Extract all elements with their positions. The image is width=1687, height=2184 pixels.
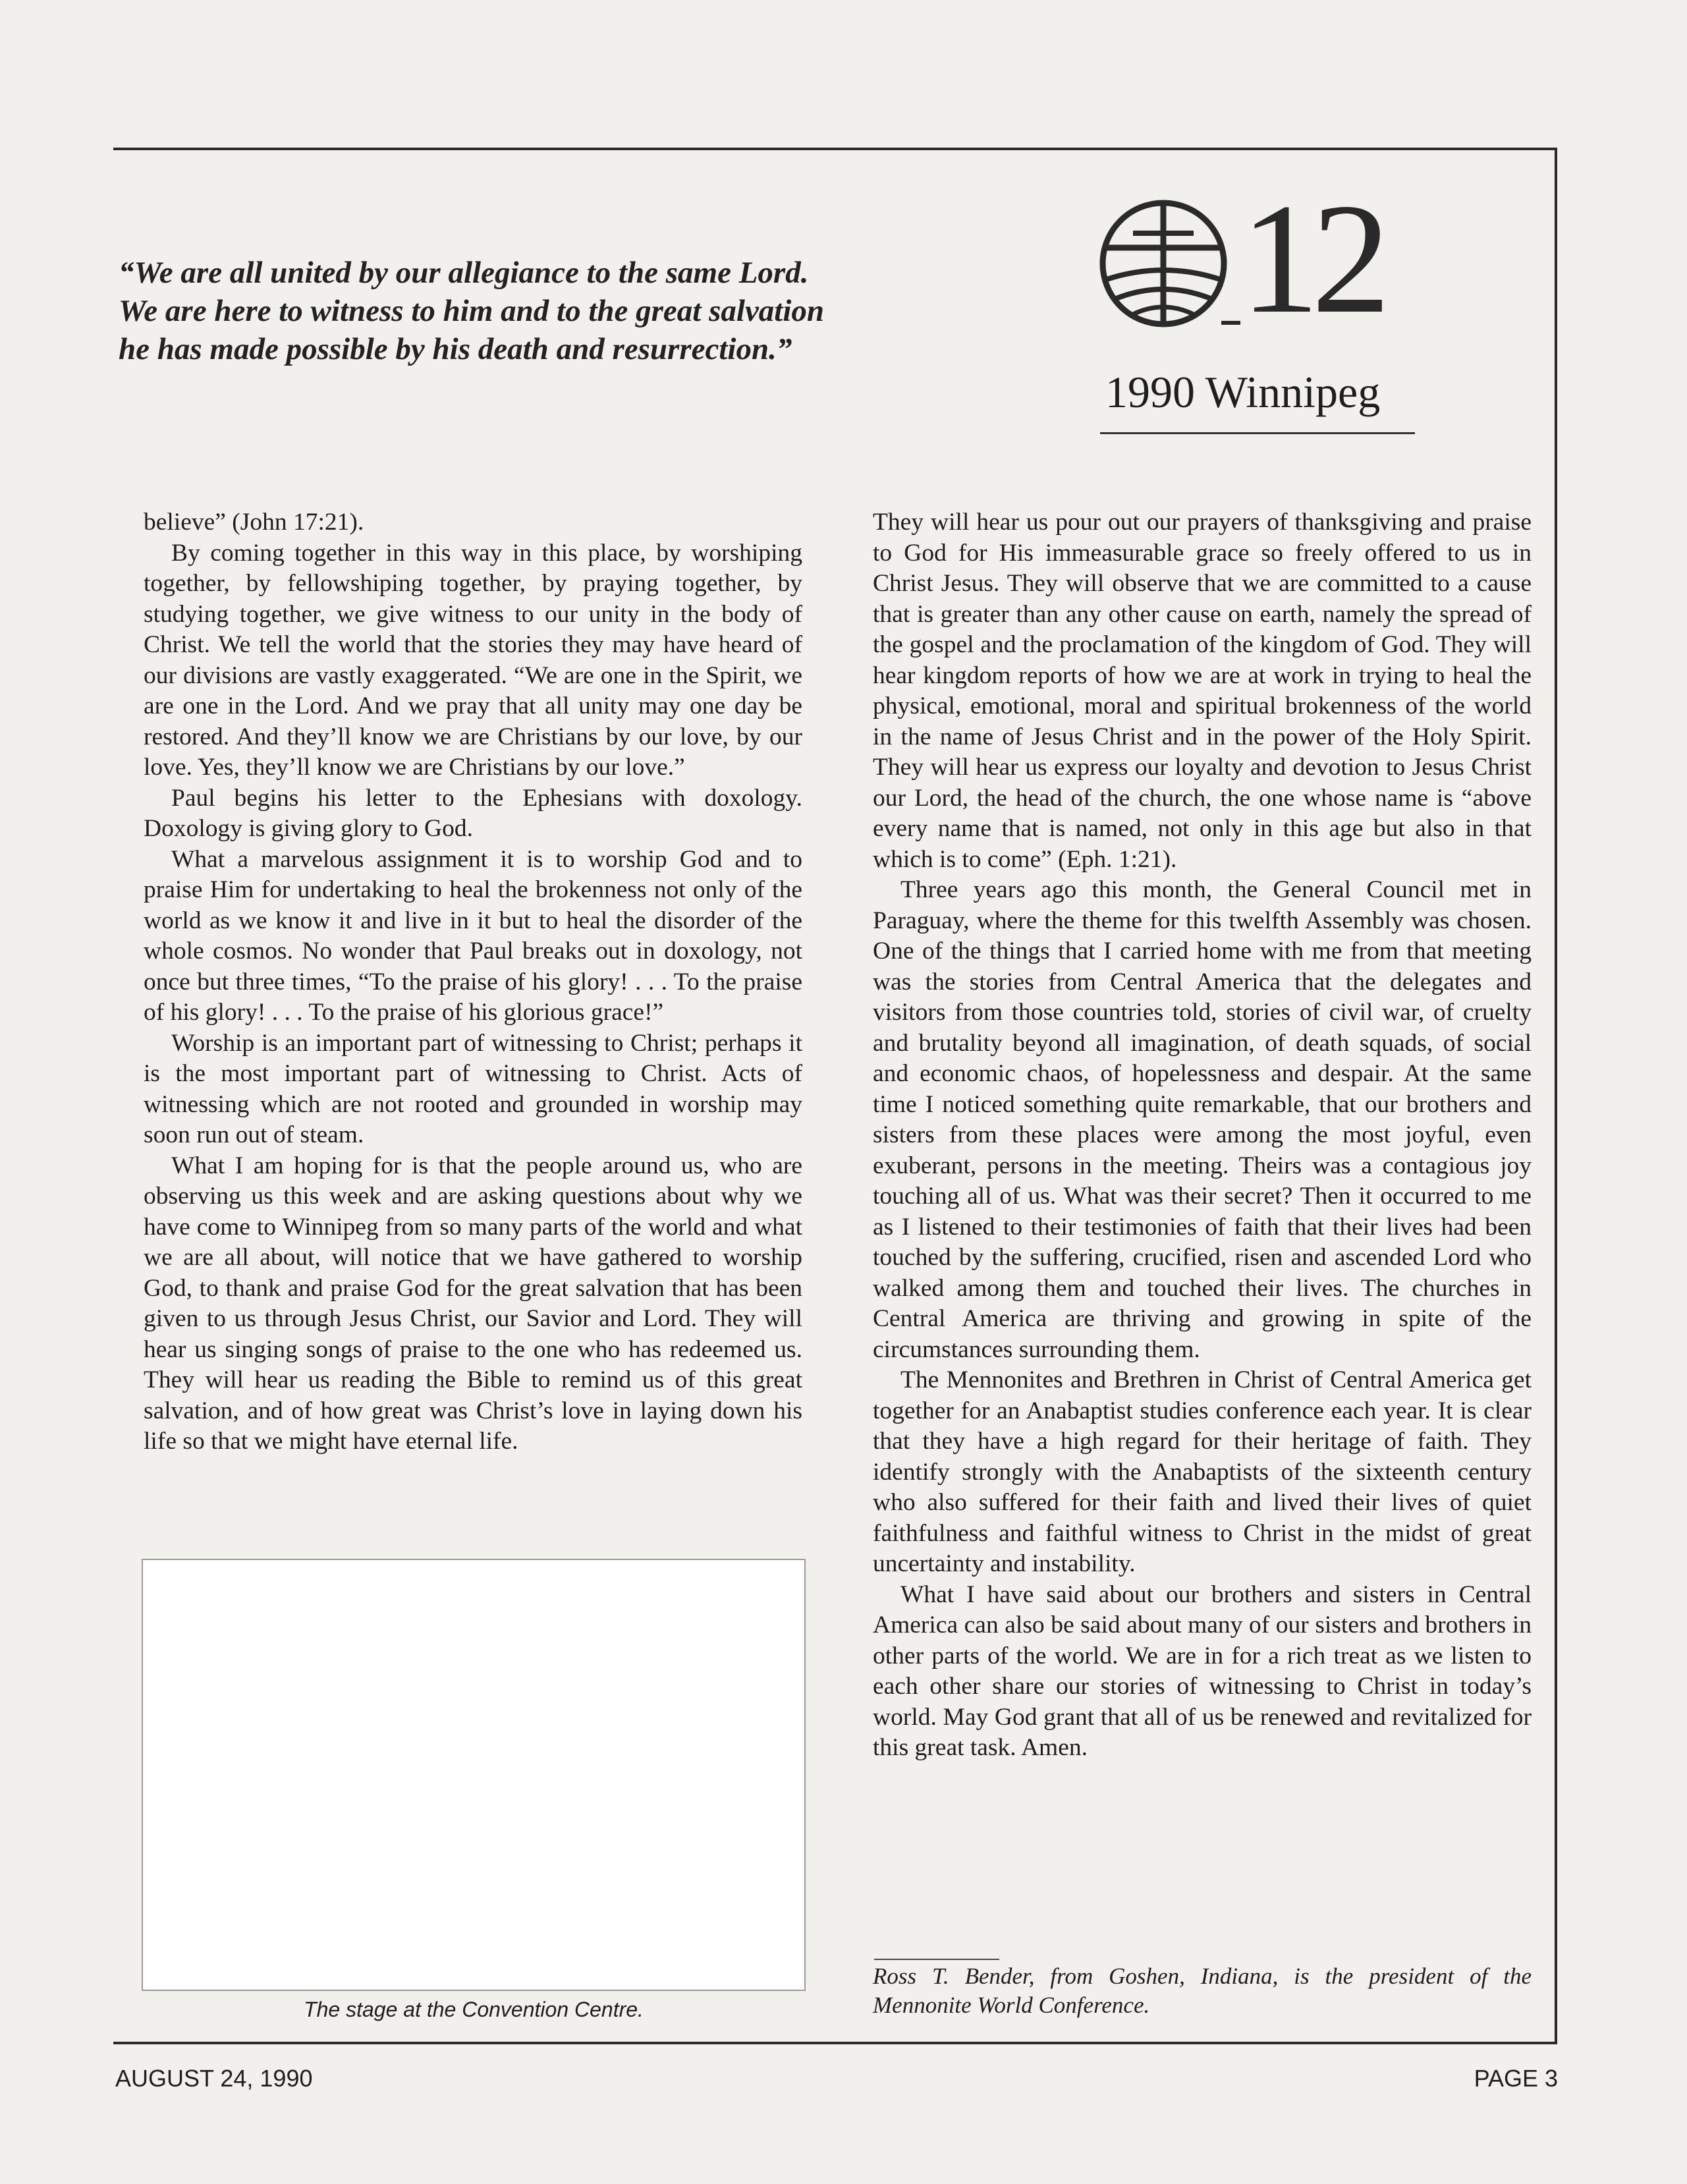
pull-quote-line: he has made possible by his death and resurrection.”	[119, 332, 792, 366]
pull-quote-line: “We are all united by our allegiance to the same Lord.	[119, 256, 809, 290]
byline-divider	[874, 1959, 999, 1960]
author-byline: Ross T. Bender, from Goshen, Indiana, is the president of the Mennonite World Conference.	[873, 1963, 1532, 2018]
globe-cross-icon	[1092, 183, 1244, 341]
issue-date: AUGUST 24, 1990	[115, 2065, 313, 2092]
paragraph: believe” (John 17:21).	[144, 509, 364, 536]
pull-quote	[119, 254, 1041, 368]
paragraph: What I am hoping for is that the people around us, who are observing us this week and are asking questions about why we have come to Winnipeg from so many parts of the world and what we are all about, will notice that we have gathered to worship God, to thank and praise God for the great salvation that has been given to us through Jesus Christ, our Savior and Lord. They will hear us singing songs of praise to the one who has redeemed us. They will hear us reading the Bible to remind us of this great salvation, and of how great was Christ’s love in laying down his life so that we might have eternal life.	[144, 1152, 802, 1455]
paragraph: What I have said about our brothers and sisters in Central America can also be said about many of our sisters and brothers in other parts of the world. We are in for a rich treat as we listen to each other share our stories of witnessing to Christ in today’s world. May God grant that all of us be renewed and revitalized for this great task. Amen.	[873, 1581, 1532, 1761]
assembly-logo	[1092, 171, 1422, 437]
paragraph: By coming together in this way in this place, by worshiping together, by fellowshiping together, by praying together, by studying together, we give witness to our unity in the body of Christ. We tell the world that the stories they may have heard of our divisions are vastly exaggerated. “We are one in the Spirit, we are one in the Lord. And we pray that all unity may one day be restored. And they’ll know we are Christians by our love, by our love. Yes, they’ll know we are Christians by our love.”	[144, 539, 802, 781]
stage-photo	[142, 1559, 806, 1991]
paragraph: They will hear us pour out our prayers of thanksgiving and praise to God for His immeasurable grace so freely offered to us in Christ Jesus. They will observe that we are committed to a cause that is greater than any other cause on earth, namely the spread of the gospel and the proclamation of the kingdom of God. They will hear kingdom reports of how we are at work in trying to heal the physical, emotional, moral and spiritual brokenness of the world in the name of Jesus Christ and in the power of the Holy Spirit. They will hear us express our loyalty and devotion to Jesus Christ our Lord, the head of the church, the one whose name is “above every name that is named, not only in this age but also in that which is to come” (Eph. 1:21).	[873, 509, 1532, 873]
paragraph: The Mennonites and Brethren in Christ of Central America get together for an Anabaptist studies conference each year. It is clear that they have a high regard for their heritage of faith. They identify strongly with the Anabaptists of the sixteenth century who also suffered for their faith and lived their lives of quiet faithfulness and faithful witness to Christ in the midst of great uncertainty and instability.	[873, 1366, 1532, 1577]
paragraph: Paul begins his letter to the Ephesians with doxology. Doxology is giving glory to God.	[144, 784, 802, 842]
assembly-place: 1990 Winnipeg	[1105, 367, 1381, 417]
page-number: PAGE 3	[1474, 2065, 1558, 2092]
right-column	[873, 507, 1532, 1764]
assembly-number: 12	[1240, 171, 1383, 346]
paragraph: Three years ago this month, the General Council met in Paraguay, where the theme for this twelfth Assembly was chosen. One of the things that I carried home with me from that meeting was the stories from Central America that the delegates and visitors from those countries told, stories of civil war, of cruelty and brutality beyond all imagination, of death squads, of social and economic chaos, of hopelessness and despair. At the same time I noticed something quite remarkable, that our brothers and sisters from these places were among the most joyful, even exuberant, persons in the meeting. Theirs was a contagious joy touching all of us. What was their secret? Then it occurred to me as I listened to their testimonies of faith that their lives had been touched by the suffering, crucified, risen and ascended Lord who walked among them and touched their lives. The churches in Central America are thriving and growing in spite of the circumstances surrounding them.	[873, 876, 1532, 1363]
left-column	[144, 507, 802, 1457]
photo-caption: The stage at the Convention Centre.	[304, 1998, 644, 2021]
pull-quote-line: We are here to witness to him and to the great salvation	[119, 294, 825, 328]
paragraph: Worship is an important part of witnessing to Christ; perhaps it is the most important part of witnessing to Christ. Acts of witnessing which are not rooted and grounded in worship may soon run out of steam.	[144, 1029, 802, 1148]
logo-divider	[1100, 432, 1415, 434]
paragraph: What a marvelous assignment it is to worship God and to praise Him for undertaking to heal the brokenness not only of the world as we know it and live in it but to heal the disorder of the whole cosmos. No wonder that Paul breaks out in doxology, not once but three times, “To the praise of his glory! . . . To the praise of his glory! . . . To the praise of his glorious grace!”	[144, 845, 802, 1026]
